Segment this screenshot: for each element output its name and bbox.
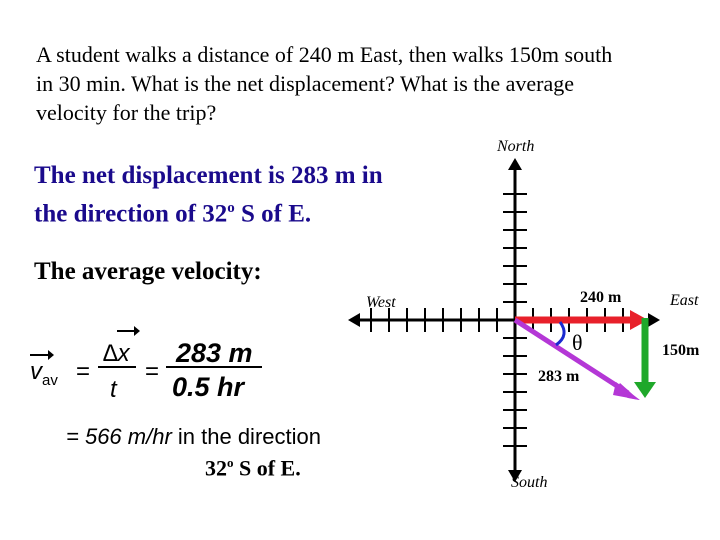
numerator: 283 m xyxy=(176,338,253,368)
answer-line-1: The net displacement is 283 m in xyxy=(34,162,383,189)
south-vector-label: 150m xyxy=(662,342,700,359)
dir-suffix: S of E. xyxy=(233,455,301,481)
problem-line-2: in 30 min. What is the net displacement? What is the average xyxy=(36,71,575,96)
east-vector-label: 240 m xyxy=(580,289,622,306)
velocity-title: The average velocity: xyxy=(34,258,262,285)
west-label: West xyxy=(366,294,396,311)
problem-line-1: A student walks a distance of 240 m East, then walks 150m south xyxy=(36,42,613,67)
dir-degree: o xyxy=(227,455,234,470)
problem-line-3: velocity for the trip? xyxy=(36,100,217,125)
t-symbol: t xyxy=(110,376,117,403)
angle-arc xyxy=(556,322,564,345)
result-suffix: in the direction xyxy=(171,424,321,449)
theta-symbol: θ xyxy=(572,330,583,355)
equals-1: = xyxy=(76,358,91,385)
vector-arrow-v xyxy=(30,350,54,360)
result-value: = 566 m/hr xyxy=(66,424,172,449)
north-label: North xyxy=(497,138,535,155)
answer-line-2-text: the direction of 32 xyxy=(34,200,228,228)
equals-2: = xyxy=(145,358,160,385)
south-vector xyxy=(634,318,656,398)
delta-x: ∆x xyxy=(103,340,130,367)
south-label: South xyxy=(511,474,548,491)
east-label: East xyxy=(670,292,699,309)
v-subscript: av xyxy=(42,371,58,389)
answer-line-2-suffix: S of E. xyxy=(234,200,312,228)
degree-sup: o xyxy=(227,200,235,216)
resultant-label: 283 m xyxy=(538,368,580,385)
east-vector xyxy=(515,310,648,330)
vector-arrow-x xyxy=(117,326,140,336)
v-letter: v xyxy=(30,358,42,385)
denominator: 0.5 hr xyxy=(172,372,245,402)
dir-angle: 32 xyxy=(205,455,227,481)
